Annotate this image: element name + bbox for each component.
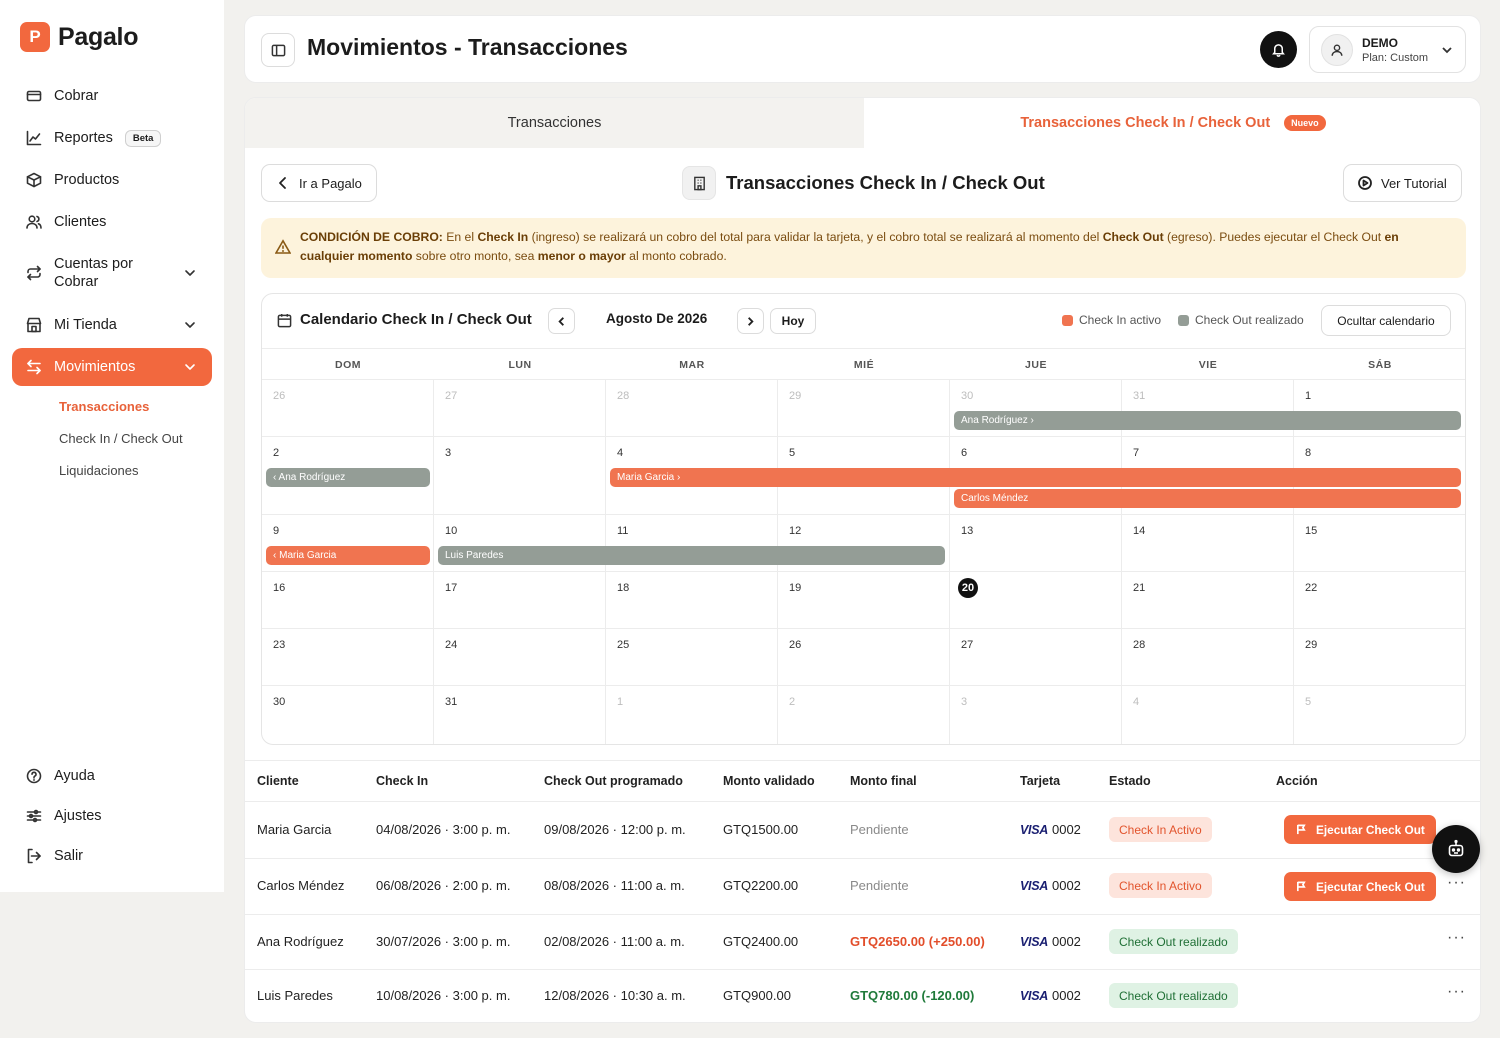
back-label: Ir a Pagalo xyxy=(299,175,362,191)
user-plan: Plan: Custom xyxy=(1362,52,1429,64)
flag-icon xyxy=(1296,824,1307,835)
user-name: DEMO xyxy=(1362,36,1398,50)
calendar-day-cell[interactable] xyxy=(262,629,434,686)
day-number: 9 xyxy=(273,525,280,537)
day-number: 21 xyxy=(1133,582,1146,594)
sidebar-item-cobrar[interactable] xyxy=(12,84,212,108)
calendar-day-cell[interactable] xyxy=(1294,629,1466,686)
day-number: 14 xyxy=(1133,525,1146,537)
calendar-event[interactable]: Ana Rodríguez › xyxy=(954,411,1461,430)
day-number: 16 xyxy=(273,582,286,594)
sidebar-item-salir[interactable] xyxy=(12,844,212,868)
status-badge: Check In Activo xyxy=(1109,873,1212,898)
day-number: 28 xyxy=(617,390,630,402)
flag-icon xyxy=(1296,881,1307,892)
sidebar-item-label: Mi Tienda xyxy=(54,317,117,333)
cell-tarjeta xyxy=(1020,878,1081,893)
cell-cliente: Carlos Méndez xyxy=(257,878,345,893)
weekday-label: VIE xyxy=(1198,359,1218,371)
more-options-button[interactable]: ··· xyxy=(1447,874,1466,891)
calendar-day-cell[interactable] xyxy=(262,572,434,629)
repeat-icon xyxy=(26,265,42,281)
cell-check-in: 10/08/2026 · 3:00 p. m. xyxy=(376,988,511,1003)
sidebar-item-mi-tienda[interactable] xyxy=(12,313,212,337)
user-icon xyxy=(1330,43,1344,57)
card-last4: 0002 xyxy=(1051,878,1081,893)
chevron-left-icon xyxy=(276,176,290,190)
calendar-icon xyxy=(277,313,292,328)
cell-tarjeta xyxy=(1020,988,1081,1003)
top-header xyxy=(244,15,1481,83)
day-number: 8 xyxy=(1305,447,1312,459)
logout-icon xyxy=(26,848,42,864)
chevron-right-icon xyxy=(745,316,756,327)
legend-done xyxy=(1178,313,1304,327)
tab-label: Transacciones xyxy=(507,115,602,131)
weekday-label: SÁB xyxy=(1368,359,1392,371)
visa-logo: VISA xyxy=(1020,879,1048,893)
cell-check-out: 08/08/2026 · 11:00 a. m. xyxy=(544,878,685,893)
chevron-down-icon xyxy=(184,361,196,373)
cell-check-in: 30/07/2026 · 3:00 p. m. xyxy=(376,934,511,949)
day-number: 1 xyxy=(1305,390,1312,402)
robot-icon xyxy=(1446,839,1466,859)
calendar-day-cell[interactable] xyxy=(1122,515,1294,572)
notifications-button[interactable] xyxy=(1260,31,1297,68)
card-last4: 0002 xyxy=(1051,934,1081,949)
day-number: 3 xyxy=(961,696,968,708)
cell-monto-final: GTQ780.00 (-120.00) xyxy=(850,988,975,1003)
day-number: 25 xyxy=(617,639,630,651)
calendar-month: Agosto De 2026 xyxy=(606,311,708,326)
chevron-down-icon xyxy=(184,319,196,331)
today-marker: 20 xyxy=(958,578,978,598)
weekday-label: DOM xyxy=(335,359,361,371)
sidebar-toggle-button[interactable] xyxy=(261,33,295,67)
main-panel xyxy=(244,97,1481,1023)
cell-check-out: 02/08/2026 · 11:00 a. m. xyxy=(544,934,685,949)
warning-icon xyxy=(275,239,291,255)
day-number: 28 xyxy=(1133,639,1146,651)
day-number: 4 xyxy=(1133,696,1140,708)
notice-text: CONDICIÓN DE COBRO: En el Check In (ingreso) se realizará un cobro del total para validar la tarjeta, y el cobro total se realizará al momento del Check Out (egreso). Puedes ejecutar el Check Out en cualquier momento sobre otro monto, sea menor o mayor al monto cobrado. xyxy=(300,230,1399,263)
calendar-day-cell[interactable] xyxy=(434,437,606,515)
calendar-day-cell[interactable] xyxy=(1122,572,1294,629)
cell-check-in: 06/08/2026 · 2:00 p. m. xyxy=(376,878,511,893)
table-row[interactable] xyxy=(245,970,1481,1023)
day-number: 31 xyxy=(445,696,458,708)
card-last4: 0002 xyxy=(1051,988,1081,1003)
column-header[interactable]: Tarjeta xyxy=(1020,774,1061,788)
legend-label: Check Out realizado xyxy=(1195,313,1304,327)
user-menu[interactable] xyxy=(1309,26,1466,73)
calendar-header xyxy=(262,294,1465,348)
day-number: 6 xyxy=(961,447,968,459)
calendar-day-cell[interactable] xyxy=(434,629,606,686)
hide-calendar-button[interactable]: Ocultar calendario xyxy=(1321,305,1451,336)
weekday-header xyxy=(262,348,1465,380)
chevron-down-icon xyxy=(184,267,196,279)
sidebar-subitem-transacciones[interactable]: Transacciones xyxy=(59,399,150,414)
cell-cliente: Luis Paredes xyxy=(257,988,333,1003)
calendar-day-cell[interactable] xyxy=(1294,686,1466,745)
prev-month-button[interactable] xyxy=(548,308,575,334)
chevron-left-icon xyxy=(556,316,567,327)
calendar-day-cell[interactable] xyxy=(1122,686,1294,745)
help-icon xyxy=(26,768,42,784)
sidebar-item-productos[interactable] xyxy=(12,168,212,192)
sidebar-item-reportes[interactable] xyxy=(12,126,212,150)
execute-checkout-button[interactable] xyxy=(1284,872,1436,901)
day-number: 23 xyxy=(273,639,286,651)
sidebar-item-label: Cuentas por Cobrar xyxy=(54,256,133,290)
sliders-icon xyxy=(26,808,42,824)
day-number: 24 xyxy=(445,639,458,651)
calendar-day-cell[interactable] xyxy=(950,572,1122,629)
weekday-label: JUE xyxy=(1025,359,1047,371)
logo-mark: P xyxy=(20,22,50,52)
next-month-button[interactable] xyxy=(737,308,764,334)
status-badge: Check Out realizado xyxy=(1109,983,1238,1008)
calendar-day-cell[interactable] xyxy=(778,686,950,745)
sidebar-item-label: Reportes xyxy=(54,130,113,146)
day-number: 7 xyxy=(1133,447,1140,459)
status-badge: Check Out realizado xyxy=(1109,929,1238,954)
calendar-day-cell[interactable] xyxy=(950,515,1122,572)
day-number: 29 xyxy=(789,390,802,402)
calendar-day-cell[interactable] xyxy=(434,380,606,437)
calendar-day-cell[interactable] xyxy=(606,629,778,686)
beta-badge: Beta xyxy=(125,130,162,147)
calendar-event[interactable]: Luis Paredes xyxy=(438,546,945,565)
avatar xyxy=(1321,34,1353,66)
column-header[interactable]: Monto validado xyxy=(723,774,815,788)
day-number: 30 xyxy=(961,390,974,402)
calendar-title: Calendario Check In / Check Out xyxy=(300,311,532,328)
assistant-bot-button[interactable] xyxy=(1432,825,1480,873)
building-icon xyxy=(682,166,716,200)
cell-tarjeta xyxy=(1020,822,1081,837)
day-number: 19 xyxy=(789,582,802,594)
day-number: 3 xyxy=(445,447,452,459)
chevron-down-icon xyxy=(1441,44,1453,56)
day-number: 27 xyxy=(961,639,974,651)
cell-check-out: 09/08/2026 · 12:00 p. m. xyxy=(544,822,686,837)
sidebar-item-label: Ayuda xyxy=(54,768,95,784)
legend-label: Check In activo xyxy=(1079,313,1162,327)
day-number: 26 xyxy=(789,639,802,651)
weekday-label: MIÉ xyxy=(853,359,875,371)
new-badge: Nuevo xyxy=(1284,115,1326,131)
column-header[interactable]: Check Out programado xyxy=(544,774,683,788)
sidebar-item-label: Clientes xyxy=(54,214,107,230)
sidebar-item-label: Ajustes xyxy=(54,808,102,824)
day-number: 18 xyxy=(617,582,630,594)
users-icon xyxy=(26,214,42,230)
brand-name: Pagalo xyxy=(58,22,139,51)
table-row[interactable] xyxy=(245,802,1481,859)
sidebar-item-cuentas-por-cobrar[interactable] xyxy=(12,253,212,293)
payment-condition-notice xyxy=(261,218,1466,278)
sidebar-item-label: Productos xyxy=(54,172,120,188)
calendar-event[interactable]: Carlos Méndez xyxy=(954,489,1461,508)
sidebar-toggle-icon xyxy=(271,43,286,58)
weekday-label: MAR xyxy=(679,359,705,371)
sidebar-item-ajustes[interactable] xyxy=(12,804,212,828)
calendar-day-cell[interactable] xyxy=(950,686,1122,745)
sidebar xyxy=(0,0,224,892)
day-number: 30 xyxy=(273,696,286,708)
execute-checkout-button[interactable] xyxy=(1284,815,1436,844)
day-number: 2 xyxy=(273,447,280,459)
sidebar-item-label: Movimientos xyxy=(54,359,136,375)
day-number: 29 xyxy=(1305,639,1318,651)
today-button[interactable]: Hoy xyxy=(770,308,816,334)
day-number: 17 xyxy=(445,582,458,594)
calendar-day-cell[interactable] xyxy=(434,572,606,629)
cell-check-out: 12/08/2026 · 10:30 a. m. xyxy=(544,988,686,1003)
cell-monto-validado: GTQ900.00 xyxy=(723,988,791,1003)
day-number: 22 xyxy=(1305,582,1318,594)
play-circle-icon xyxy=(1358,176,1372,190)
day-number: 13 xyxy=(961,525,974,537)
sidebar-item-movimientos[interactable] xyxy=(12,348,212,386)
status-badge: Check In Activo xyxy=(1109,817,1212,842)
cell-check-in: 04/08/2026 · 3:00 p. m. xyxy=(376,822,511,837)
column-header[interactable]: Acción xyxy=(1276,774,1318,788)
cell-cliente: Ana Rodríguez xyxy=(257,934,344,949)
calendar-day-cell[interactable] xyxy=(778,629,950,686)
calendar-day-cell[interactable] xyxy=(434,686,606,745)
day-number: 31 xyxy=(1133,390,1146,402)
calendar-day-cell[interactable] xyxy=(1122,629,1294,686)
calendar xyxy=(261,293,1466,745)
cell-tarjeta xyxy=(1020,934,1081,949)
cell-cliente: Maria Garcia xyxy=(257,822,332,837)
transfer-icon xyxy=(26,359,42,375)
button-label: Ejecutar Check Out xyxy=(1316,879,1425,894)
day-number: 4 xyxy=(617,447,624,459)
brand-logo[interactable] xyxy=(20,22,138,52)
sidebar-subitem-liquidaciones[interactable]: Liquidaciones xyxy=(59,463,139,478)
calendar-event[interactable]: ‹ Ana Rodríguez xyxy=(266,468,430,487)
sidebar-item-clientes[interactable] xyxy=(12,210,212,234)
day-number: 15 xyxy=(1305,525,1318,537)
cell-monto-final: Pendiente xyxy=(850,822,909,837)
calendar-day-cell[interactable] xyxy=(606,380,778,437)
calendar-day-cell[interactable] xyxy=(606,572,778,629)
section-title: Transacciones Check In / Check Out xyxy=(726,172,1045,193)
store-icon xyxy=(26,317,42,333)
calendar-event[interactable]: Maria Garcia › xyxy=(610,468,1461,487)
sidebar-item-label: Cobrar xyxy=(54,88,99,104)
visa-logo: VISA xyxy=(1020,935,1048,949)
visa-logo: VISA xyxy=(1020,989,1048,1003)
column-header[interactable]: Monto final xyxy=(850,774,917,788)
tutorial-label: Ver Tutorial xyxy=(1381,175,1447,191)
legend-swatch-done xyxy=(1178,315,1189,326)
calendar-day-cell[interactable] xyxy=(606,686,778,745)
tutorial-button[interactable] xyxy=(1343,164,1462,202)
cell-monto-final: GTQ2650.00 (+250.00) xyxy=(850,934,985,949)
sidebar-item-ayuda[interactable] xyxy=(12,764,212,788)
day-number: 10 xyxy=(445,525,458,537)
tab-label: Transacciones Check In / Check Out xyxy=(1020,115,1271,131)
cell-monto-final: Pendiente xyxy=(850,878,909,893)
table-row[interactable] xyxy=(245,859,1481,915)
calendar-day-cell[interactable] xyxy=(262,686,434,745)
tab-transacciones[interactable] xyxy=(245,98,864,148)
card-icon xyxy=(26,88,42,104)
day-number: 27 xyxy=(445,390,458,402)
chart-icon xyxy=(26,130,42,146)
table-header xyxy=(245,760,1481,802)
sidebar-item-label: Salir xyxy=(54,848,84,864)
cell-monto-validado: GTQ2400.00 xyxy=(723,934,799,949)
day-number: 11 xyxy=(617,525,629,537)
day-number: 26 xyxy=(273,390,286,402)
calendar-day-cell[interactable] xyxy=(1294,515,1466,572)
cell-monto-validado: GTQ1500.00 xyxy=(723,822,799,837)
calendar-day-cell[interactable] xyxy=(778,572,950,629)
cell-monto-validado: GTQ2200.00 xyxy=(723,878,799,893)
day-number: 5 xyxy=(789,447,796,459)
day-number: 12 xyxy=(789,525,802,537)
weekday-label: LUN xyxy=(508,359,532,371)
calendar-day-cell[interactable] xyxy=(1294,572,1466,629)
visa-logo: VISA xyxy=(1020,823,1048,837)
calendar-event[interactable]: ‹ Maria Garcia xyxy=(266,546,430,565)
calendar-day-cell[interactable] xyxy=(262,380,434,437)
back-to-pagalo-button[interactable] xyxy=(261,164,377,202)
card-last4: 0002 xyxy=(1051,822,1081,837)
calendar-day-cell[interactable] xyxy=(950,629,1122,686)
legend-swatch-active xyxy=(1062,315,1073,326)
column-header[interactable]: Cliente xyxy=(257,774,299,788)
table-row[interactable] xyxy=(245,915,1481,970)
tabs xyxy=(245,98,1481,148)
sidebar-subitem-check-in-out[interactable]: Check In / Check Out xyxy=(59,431,183,446)
page-title: Movimientos - Transacciones xyxy=(307,34,628,60)
bell-icon xyxy=(1271,42,1286,57)
column-header[interactable]: Check In xyxy=(376,774,429,788)
more-options-button[interactable]: ··· xyxy=(1447,983,1466,1000)
tab-check-in-out[interactable] xyxy=(864,98,1481,148)
day-number: 1 xyxy=(617,696,624,708)
box-icon xyxy=(26,172,42,188)
calendar-day-cell[interactable] xyxy=(778,380,950,437)
column-header[interactable]: Estado xyxy=(1109,774,1151,788)
more-options-button[interactable]: ··· xyxy=(1447,929,1466,946)
day-number: 2 xyxy=(789,696,796,708)
button-label: Ejecutar Check Out xyxy=(1316,822,1425,837)
legend-active xyxy=(1062,313,1161,327)
day-number: 5 xyxy=(1305,696,1312,708)
